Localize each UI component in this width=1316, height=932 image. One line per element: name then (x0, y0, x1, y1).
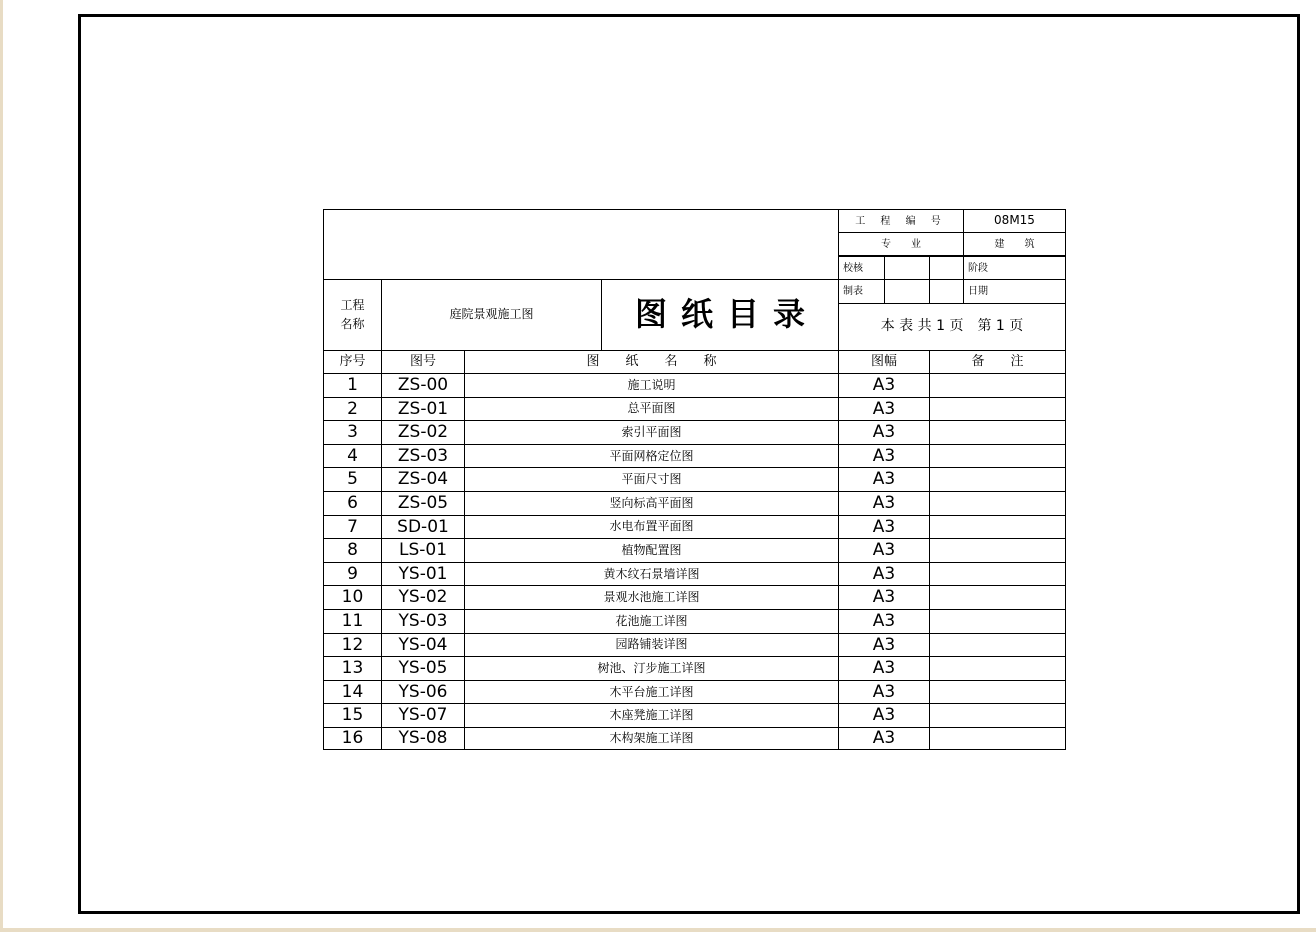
row-2-size: A3 (838, 397, 930, 422)
row-13-code: YS-05 (381, 656, 465, 681)
catalog-title: 图纸目录 (601, 279, 839, 351)
row-13-name: 树池、汀步施工详图 (464, 656, 839, 681)
row-10-name: 景观水池施工详图 (464, 585, 839, 610)
row-14-seq: 14 (323, 680, 382, 705)
row-10-code: YS-02 (381, 585, 465, 610)
row-12-remark (929, 633, 1066, 658)
row-8-size: A3 (838, 538, 930, 563)
row-3-size: A3 (838, 420, 930, 445)
row-2-name: 总平面图 (464, 397, 839, 422)
row-1-code: ZS-00 (381, 373, 465, 398)
draft-value (884, 279, 930, 304)
row-1-remark (929, 373, 1066, 398)
row-9-code: YS-01 (381, 562, 465, 587)
row-6-remark (929, 491, 1066, 516)
row-12-code: YS-04 (381, 633, 465, 658)
row-15-remark (929, 703, 1066, 728)
row-16-size: A3 (838, 727, 930, 750)
row-3-name: 索引平面图 (464, 420, 839, 445)
row-9-size: A3 (838, 562, 930, 587)
row-14-size: A3 (838, 680, 930, 705)
row-16-remark (929, 727, 1066, 750)
row-10-seq: 10 (323, 585, 382, 610)
row-9-name: 黄木纹石景墙详图 (464, 562, 839, 587)
project-no-label: 工 程 编 号 (838, 209, 964, 233)
row-4-remark (929, 444, 1066, 469)
row-2-code: ZS-01 (381, 397, 465, 422)
row-8-remark (929, 538, 1066, 563)
discipline-value: 建 筑 (963, 232, 1066, 256)
column-header-name: 图 纸 名 称 (464, 350, 839, 374)
row-11-size: A3 (838, 609, 930, 634)
row-15-size: A3 (838, 703, 930, 728)
page-info: 本 表 共 1 页 第 1 页 (838, 303, 1066, 351)
stage-label: 阶段 (963, 256, 1066, 280)
row-5-name: 平面尺寸图 (464, 467, 839, 492)
row-12-seq: 12 (323, 633, 382, 658)
row-6-seq: 6 (323, 491, 382, 516)
column-header-code: 图号 (381, 350, 465, 374)
row-7-remark (929, 515, 1066, 540)
row-4-seq: 4 (323, 444, 382, 469)
row-11-remark (929, 609, 1066, 634)
row-3-code: ZS-02 (381, 420, 465, 445)
project-no-value: 08M15 (963, 209, 1066, 233)
row-13-size: A3 (838, 656, 930, 681)
row-8-name: 植物配置图 (464, 538, 839, 563)
discipline-label: 专 业 (838, 232, 964, 256)
row-12-size: A3 (838, 633, 930, 658)
row-7-name: 水电布置平面图 (464, 515, 839, 540)
row-11-name: 花池施工详图 (464, 609, 839, 634)
row-4-name: 平面网格定位图 (464, 444, 839, 469)
row-6-name: 竖向标高平面图 (464, 491, 839, 516)
draft-label: 制表 (838, 279, 885, 304)
row-3-seq: 3 (323, 420, 382, 445)
row-11-seq: 11 (323, 609, 382, 634)
row-7-code: SD-01 (381, 515, 465, 540)
row-9-remark (929, 562, 1066, 587)
column-header-seq: 序号 (323, 350, 382, 374)
row-5-seq: 5 (323, 467, 382, 492)
row-3-remark (929, 420, 1066, 445)
project-name-label (323, 279, 382, 351)
row-8-code: LS-01 (381, 538, 465, 563)
check-extra (929, 256, 964, 280)
row-5-size: A3 (838, 467, 930, 492)
row-14-remark (929, 680, 1066, 705)
row-11-code: YS-03 (381, 609, 465, 634)
row-14-code: YS-06 (381, 680, 465, 705)
row-4-code: ZS-03 (381, 444, 465, 469)
row-13-remark (929, 656, 1066, 681)
row-1-seq: 1 (323, 373, 382, 398)
row-15-name: 木座凳施工详图 (464, 703, 839, 728)
row-16-code: YS-08 (381, 727, 465, 750)
row-15-code: YS-07 (381, 703, 465, 728)
check-value (884, 256, 930, 280)
row-7-size: A3 (838, 515, 930, 540)
project-name-value: 庭院景观施工图 (381, 279, 602, 351)
sheet-edge-left (0, 0, 3, 932)
row-1-size: A3 (838, 373, 930, 398)
row-6-size: A3 (838, 491, 930, 516)
row-6-code: ZS-05 (381, 491, 465, 516)
row-16-seq: 16 (323, 727, 382, 750)
row-13-seq: 13 (323, 656, 382, 681)
row-5-remark (929, 467, 1066, 492)
blank-title-area (323, 209, 839, 280)
row-2-remark (929, 397, 1066, 422)
row-7-seq: 7 (323, 515, 382, 540)
row-14-name: 木平台施工详图 (464, 680, 839, 705)
column-header-remark: 备 注 (929, 350, 1066, 374)
date-label: 日期 (963, 279, 1066, 304)
row-10-remark (929, 585, 1066, 610)
project-name-label-line1: 工程 (340, 297, 365, 312)
row-10-size: A3 (838, 585, 930, 610)
row-4-size: A3 (838, 444, 930, 469)
column-header-size: 图幅 (838, 350, 930, 374)
draft-extra (929, 279, 964, 304)
row-16-name: 木构架施工详图 (464, 727, 839, 750)
row-9-seq: 9 (323, 562, 382, 587)
row-1-name: 施工说明 (464, 373, 839, 398)
row-2-seq: 2 (323, 397, 382, 422)
row-12-name: 园路铺装详图 (464, 633, 839, 658)
row-8-seq: 8 (323, 538, 382, 563)
row-5-code: ZS-04 (381, 467, 465, 492)
row-15-seq: 15 (323, 703, 382, 728)
sheet-edge-bottom (0, 928, 1316, 932)
project-name-label-line2: 名称 (340, 317, 365, 331)
check-label: 校核 (838, 256, 885, 280)
